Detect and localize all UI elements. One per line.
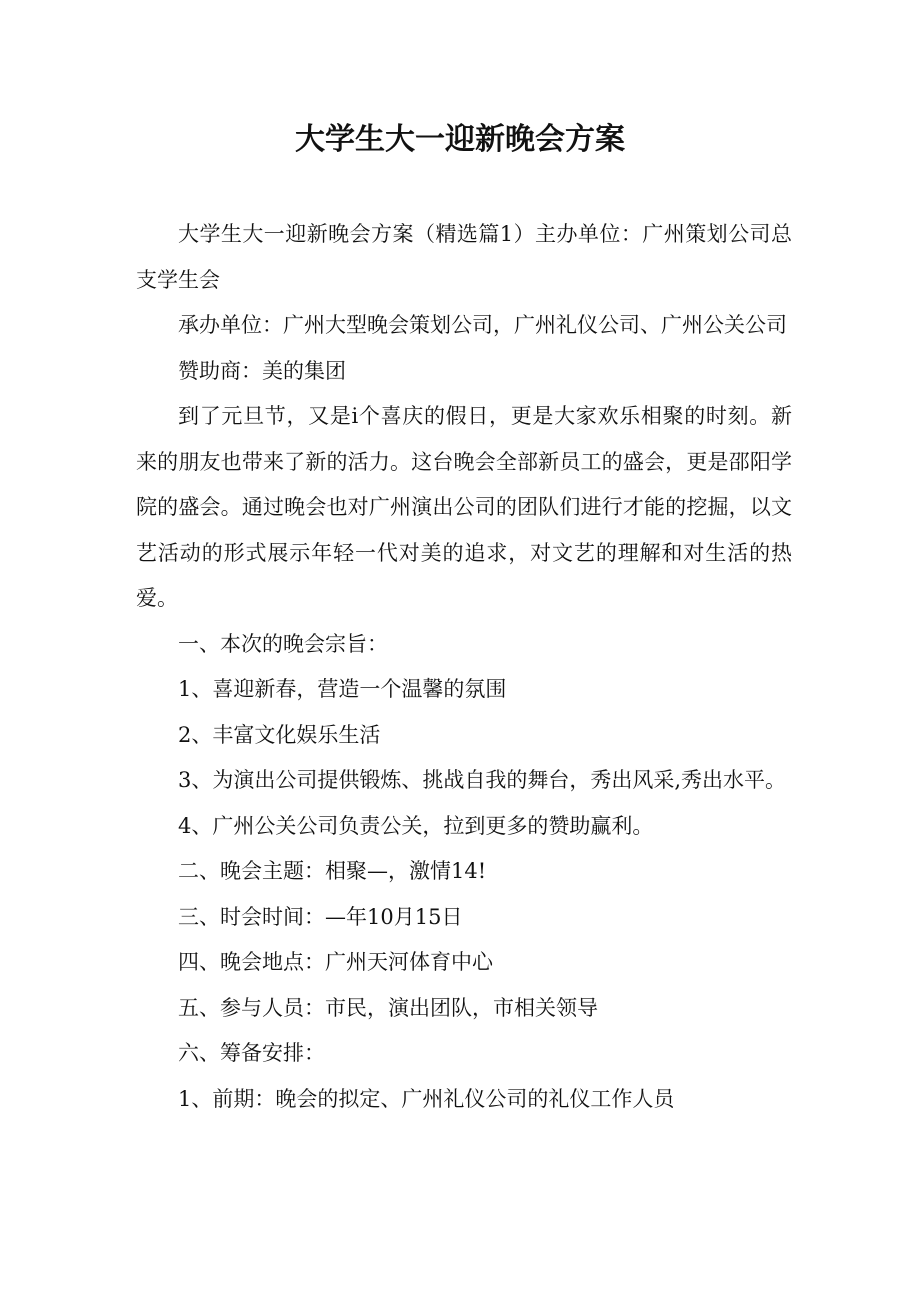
paragraph-participants: 五、参与人员：市民，演出团队，市相关领导: [178, 995, 598, 1020]
paragraph-venue: 四、晚会地点：广州天河体育中心: [178, 950, 493, 974]
document-body: [136, 212, 792, 1122]
paragraph-purpose-heading: 一、本次的晚会宗旨：: [178, 631, 388, 656]
paragraph-purpose-4: 4、广州公关公司负责公关，拉到更多的赞助赢利。: [178, 813, 654, 838]
paragraph-organizer: 大学生大一迎新晚会方案（精选篇1）主办单位：广州策划公司总支学生会: [136, 222, 792, 292]
paragraph-purpose-1: 1、喜迎新春，营造一个温馨的氛围: [178, 677, 507, 701]
paragraph-host: 承办单位：广州大型晚会策划公司，广州礼仪公司、广州公关公司: [178, 313, 787, 337]
paragraph-purpose-2: 2、丰富文化娱乐生活: [178, 722, 381, 747]
paragraph-theme: 二、晚会主题：相聚—，激情14!: [178, 859, 487, 883]
paragraph-purpose-3: 3、为演出公司提供锻炼、挑战自我的舞台，秀出风采,秀出水平。: [178, 768, 787, 792]
paragraph-intro: 到了元旦节，又是i个喜庆的假日，更是大家欢乐相聚的时刻。新来的朋友也带来了新的活力。这台晚会全部新员工的盛会，更是邵阳学院的盛会。通过晚会也对广州演出公司的团队们进行才能的挖掘，以文艺活动的形式展示年轻一代对美的追求，对文艺的理解和对生活的热爱。: [136, 404, 792, 610]
paragraph-preparation-1: 1、前期：晚会的拟定、广州礼仪公司的礼仪工作人员: [178, 1086, 675, 1111]
paragraph-time: 三、时会时间：—年10月15日: [178, 904, 463, 929]
paragraph-sponsor: 赞助商：美的集团: [178, 358, 346, 383]
document-title: 大学生大一迎新晚会方案: [295, 122, 625, 157]
paragraph-preparation-heading: 六、筹备安排：: [178, 1041, 325, 1065]
